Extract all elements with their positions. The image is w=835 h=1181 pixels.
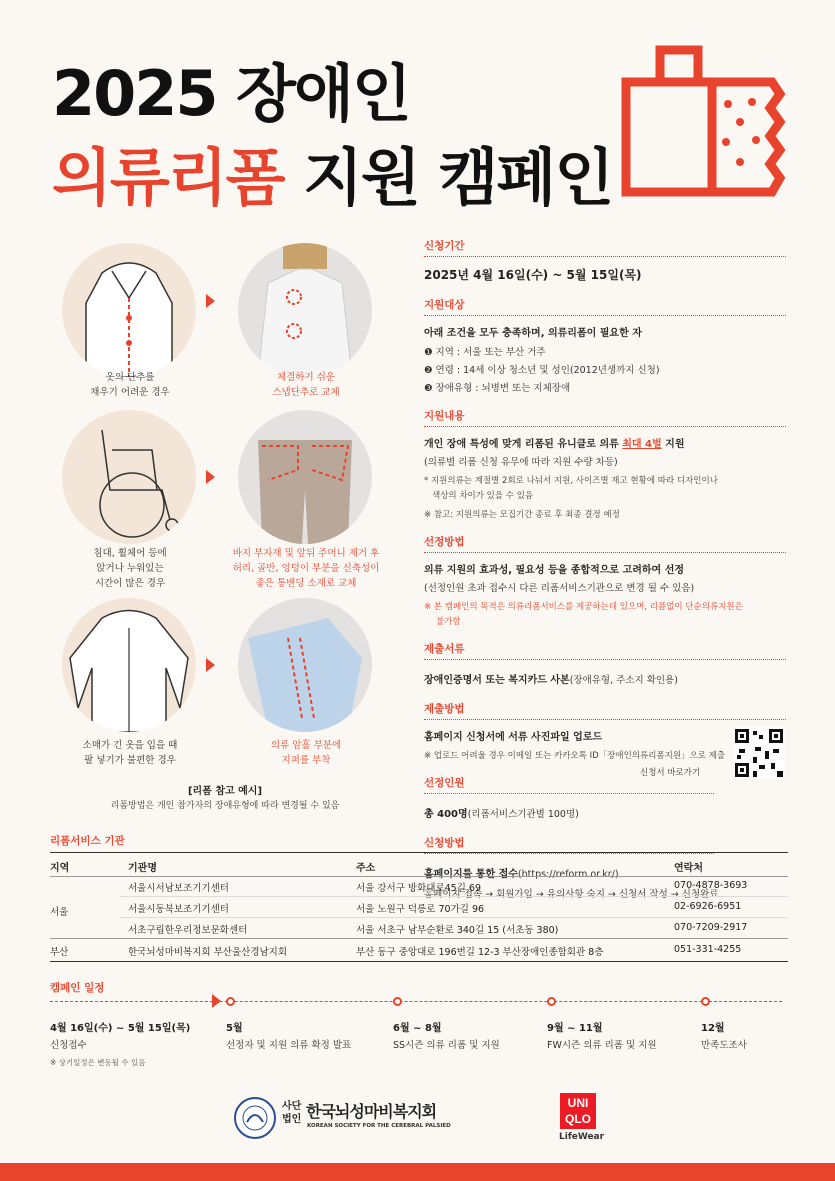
table-row-name: 서초구립한우리정보문화센터	[128, 925, 248, 936]
divider	[424, 426, 786, 427]
org-prefix: 사단 법인	[282, 1101, 302, 1125]
content-lead: 개인 장애 특성에 맞게 리폼된 유니클로 의류 최대 4벌 지원	[424, 439, 685, 450]
lifewear-text: LifeWear	[559, 1132, 605, 1142]
table-row-phone: 051-331-4255	[674, 944, 742, 955]
docs-text: 장애인증명서 또는 복지카드 사본(장애유형, 주소지 확인용)	[424, 675, 678, 686]
divider	[424, 719, 786, 720]
title-rest: 지원 캠페인	[283, 141, 613, 214]
target-item-3: ❸ 장애유형 : 뇌병변 또는 지체장애	[424, 383, 571, 394]
docs-heading: 제출서류	[424, 643, 465, 655]
divider	[424, 793, 714, 794]
table-row-address: 서울 서초구 남부순환로 340길 15 (서초동 380)	[356, 925, 559, 936]
apply-heading: 신청방법	[424, 837, 465, 849]
table-row-phone: 070-4878-3693	[674, 880, 748, 891]
kscp-emblem-icon	[233, 1096, 277, 1140]
submit-heading: 제출방법	[424, 703, 465, 715]
schedule-date-4: 9월 ~ 11월	[547, 1023, 603, 1034]
long-sleeve-shirt-drawing	[62, 598, 196, 732]
target-item-2: ❷ 연령 : 14세 이상 청소년 및 성인(2012년생까지 신청)	[424, 365, 660, 376]
uniqlo-logo-bottom: QLO	[565, 1112, 591, 1126]
content-heading: 지원내용	[424, 410, 465, 422]
timeline-dot	[393, 997, 402, 1006]
timeline-arrow-icon	[212, 994, 221, 1008]
arrow-right-icon	[206, 658, 215, 672]
table-row-address: 서울 노원구 덕릉로 70가길 96	[356, 904, 485, 915]
title-highlight: 의류리폼	[52, 141, 284, 214]
table-row-name: 서울시서남보조기기센터	[128, 883, 229, 894]
schedule-date-2: 5월	[226, 1023, 243, 1034]
uniqlo-logo	[560, 1093, 596, 1129]
schedule-date-5: 12월	[701, 1023, 725, 1034]
example-1-solution: 체결하기 쉬운 스냅단추로 교체	[272, 372, 340, 398]
schedule-desc-5: 만족도조사	[701, 1040, 747, 1051]
title-line-1: 2025 장애인	[52, 57, 410, 130]
uniqlo-logo-top: UNI	[567, 1096, 589, 1110]
schedule-heading: 캠페인 일정	[50, 982, 105, 994]
example-3-problem: 소매가 긴 옷을 입을 때 팔 넣기가 불편한 경우	[82, 740, 178, 766]
divider	[424, 256, 786, 257]
divider	[424, 853, 714, 854]
example-2-solution: 바지 부자재 및 앞뒤 주머니 제거 후 허리, 골반, 엉덩이 부분을 신축성이 좋은 통밴딩 소재로 교체	[232, 548, 380, 589]
target-heading: 지원대상	[424, 299, 465, 311]
schedule-date-3: 6월 ~ 8월	[393, 1023, 442, 1034]
qr-label[interactable]: 신청서 바로가기	[640, 768, 701, 778]
people-text: 총 400명(리폼서비스기관별 100명)	[424, 809, 579, 820]
table-row-address: 부산 동구 중앙대로 196번길 12-3 부산장애인종합회관 8층	[356, 947, 604, 958]
table-row-name: 서울시동북보조기기센터	[128, 904, 229, 915]
method-lead: 의류 지원의 효과성, 필요성 등을 종합적으로 고려하여 선정	[424, 565, 685, 576]
snap-button-photo	[238, 243, 372, 377]
table-row-phone: 02-6926-6951	[674, 901, 742, 912]
region-busan: 부산	[50, 947, 69, 958]
method-sub: (선정인원 초과 접수시 다른 리폼서비스기관으로 변경 될 수 있음)	[424, 583, 695, 594]
shopping-bag-illustration	[612, 42, 788, 202]
content-sub: (의류별 리폼 신청 유무에 따라 지원 수량 차등)	[424, 457, 618, 468]
schedule-date-1: 4월 16일(수) ~ 5월 15일(목)	[50, 1023, 191, 1034]
divider	[424, 315, 786, 316]
period-heading: 신청기간	[424, 240, 465, 252]
qr-code[interactable]	[733, 727, 785, 779]
method-note-b: 불가함	[436, 617, 461, 627]
table-top-rule	[50, 852, 788, 853]
timeline-dot	[547, 997, 556, 1006]
schedule-timeline	[50, 1001, 782, 1002]
col-header-address: 주소	[356, 863, 376, 874]
schedule-desc-1: 신청접수	[50, 1040, 87, 1051]
submit-note: ※ 업로드 어려울 경우 이메일 또는 카카오톡 ID「장애인의류리폼지원」으로 제출	[424, 751, 726, 761]
zipper-sleeve-photo	[238, 598, 372, 732]
content-note-1: * 지원의류는 계절별 2회로 나눠서 지원, 사이즈별 재고 현황에 따라 디자인이나	[424, 476, 718, 486]
title-line-2	[52, 128, 612, 217]
table-header-rule	[50, 876, 788, 877]
schedule-desc-3: SS시즌 의류 리폼 및 지원	[393, 1040, 500, 1051]
method-note: ※ 본 캠페인의 목적은 의류리폼서비스를 제공하는데 있으며, 리폼없이 단순의류지원은	[424, 602, 743, 612]
divider	[424, 659, 786, 660]
arrow-right-icon	[206, 470, 215, 484]
row-divider	[50, 938, 788, 939]
content-note-2: ※ 참고: 지원의류는 모집기간 종료 후 최종 결정 예정	[424, 510, 620, 520]
content-note-1b: 색상의 차이가 있을 수 있음	[432, 491, 534, 501]
timeline-dot	[226, 997, 235, 1006]
pants-photo	[238, 410, 372, 544]
wheelchair-drawing	[62, 410, 196, 544]
apply-lead: 홈페이지를 통한 접수(https://reform.or.kr/)	[424, 869, 619, 880]
people-heading: 선정인원	[424, 777, 465, 789]
table-bottom-rule	[50, 961, 788, 962]
schedule-desc-4: FW시즌 의류 리폼 및 지원	[547, 1040, 657, 1051]
region-seoul: 서울	[50, 907, 69, 918]
agencies-heading: 리폼서비스 기관	[50, 835, 125, 847]
method-heading: 선정방법	[424, 536, 465, 548]
example-3-solution: 의류 암홀 부분에 지퍼를 부착	[270, 740, 342, 766]
example-note-title: [리폼 참고 예시]	[187, 786, 263, 797]
table-row-name: 한국뇌성마비복지회 부산울산경남지회	[128, 947, 288, 958]
example-note-text: 리폼방법은 개인 참가자의 장애유형에 따라 변경될 수 있음	[110, 801, 340, 811]
schedule-desc-2: 선정자 및 지원 의류 확정 발표	[226, 1040, 352, 1051]
period-text: 2025년 4월 16일(수) ~ 5월 15일(목)	[424, 268, 642, 282]
table-row-phone: 070-7209-2917	[674, 922, 748, 933]
col-header-region: 지역	[50, 863, 70, 874]
col-header-phone: 연락처	[674, 863, 703, 874]
row-divider	[120, 917, 788, 918]
example-2-problem: 침대, 휠체어 등에 앉거나 누워있는 시간이 많은 경우	[93, 548, 167, 589]
submit-lead: 홈페이지 신청서에 서류 사진파일 업로드	[424, 732, 603, 743]
bottom-bar	[0, 1163, 835, 1181]
shirt-button-drawing	[62, 243, 196, 377]
target-item-1: ❶ 지역 : 서울 또는 부산 거주	[424, 347, 546, 358]
target-lead: 아래 조건을 모두 충족하며, 의류리폼이 필요한 자	[424, 328, 642, 339]
col-header-name: 기관명	[128, 863, 157, 874]
table-row-address: 서울 강서구 방화대로45길 69	[356, 883, 482, 894]
org-name: 한국뇌성마비복지회	[306, 1102, 437, 1121]
arrow-right-icon	[206, 294, 215, 308]
org-name-en: KOREAN SOCIETY FOR THE CEREBRAL PALSIED	[307, 1123, 451, 1129]
divider	[424, 552, 786, 553]
schedule-note: ※ 상기일정은 변동될 수 있음	[50, 1058, 146, 1067]
timeline-dot	[701, 997, 710, 1006]
example-1-problem: 옷의 단추를 채우기 어려운 경우	[90, 372, 170, 398]
row-divider	[120, 896, 788, 897]
apply-steps: 홈페이지 접속 → 회원가입 → 유의사항 숙지 → 신청서 작성 → 신청완료	[424, 889, 719, 900]
